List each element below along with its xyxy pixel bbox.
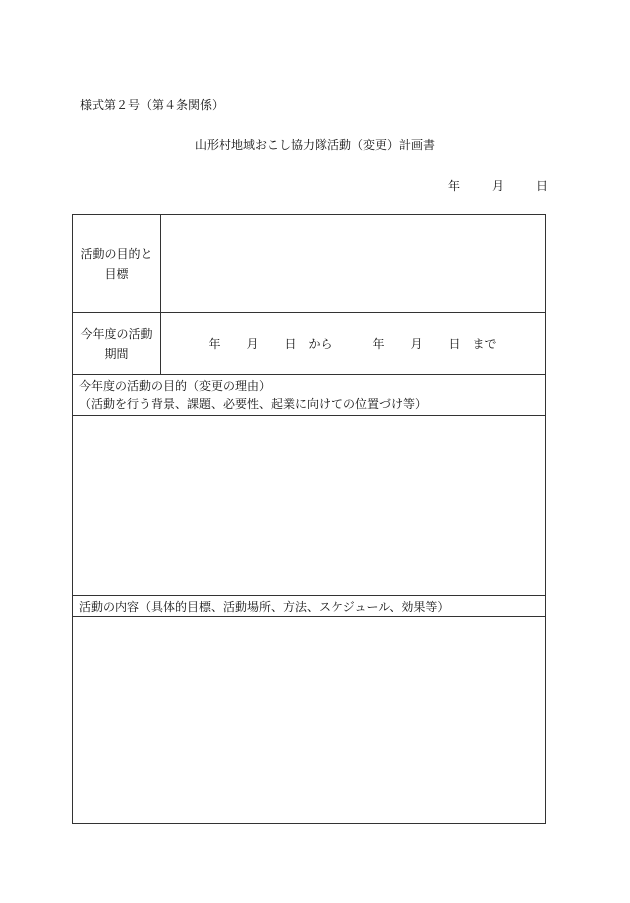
period-label-line2: 期間 [104, 346, 129, 361]
form-number: 様式第２号（第４条関係） [80, 98, 225, 112]
activity-plan-table [72, 214, 546, 824]
period-from: から [308, 337, 333, 351]
purpose-label-line1: 活動の目的と [80, 246, 153, 261]
period-start-year: 年 [208, 337, 221, 351]
purpose-label-line2: 目標 [104, 266, 129, 281]
purpose-entry-field[interactable] [160, 215, 545, 312]
objective-header-line1: 今年度の活動の目的（変更の理由） [79, 379, 272, 393]
content-header: 活動の内容（具体的目標、活動場所、方法、スケジュール、効果等） [79, 600, 450, 614]
period-label-line1: 今年度の活動 [80, 326, 153, 341]
period-label [73, 313, 161, 374]
period-until: まで [472, 337, 497, 351]
purpose-label [73, 215, 161, 312]
period-end-day: 日 [448, 337, 461, 351]
date-day-label: 日 [535, 179, 548, 193]
period-start-month: 月 [246, 337, 259, 351]
document-title: 山形村地域おこし協力隊活動（変更）計画書 [194, 138, 435, 152]
period-end-month: 月 [410, 337, 423, 351]
objective-header-line2: （活動を行う背景、課題、必要性、起業に向けての位置づけ等） [79, 397, 428, 411]
period-entry-field[interactable] [160, 313, 545, 374]
content-entry-field[interactable] [73, 617, 545, 823]
period-start-day: 日 [284, 337, 297, 351]
objective-entry-field[interactable] [73, 416, 545, 596]
period-row [73, 313, 545, 375]
submission-date [448, 177, 548, 194]
period-end-year: 年 [372, 337, 385, 351]
purpose-row [73, 215, 545, 313]
date-year-label: 年 [447, 179, 460, 193]
date-month-label: 月 [491, 179, 504, 193]
content-header-row [73, 596, 545, 617]
objective-header-row [73, 375, 545, 416]
